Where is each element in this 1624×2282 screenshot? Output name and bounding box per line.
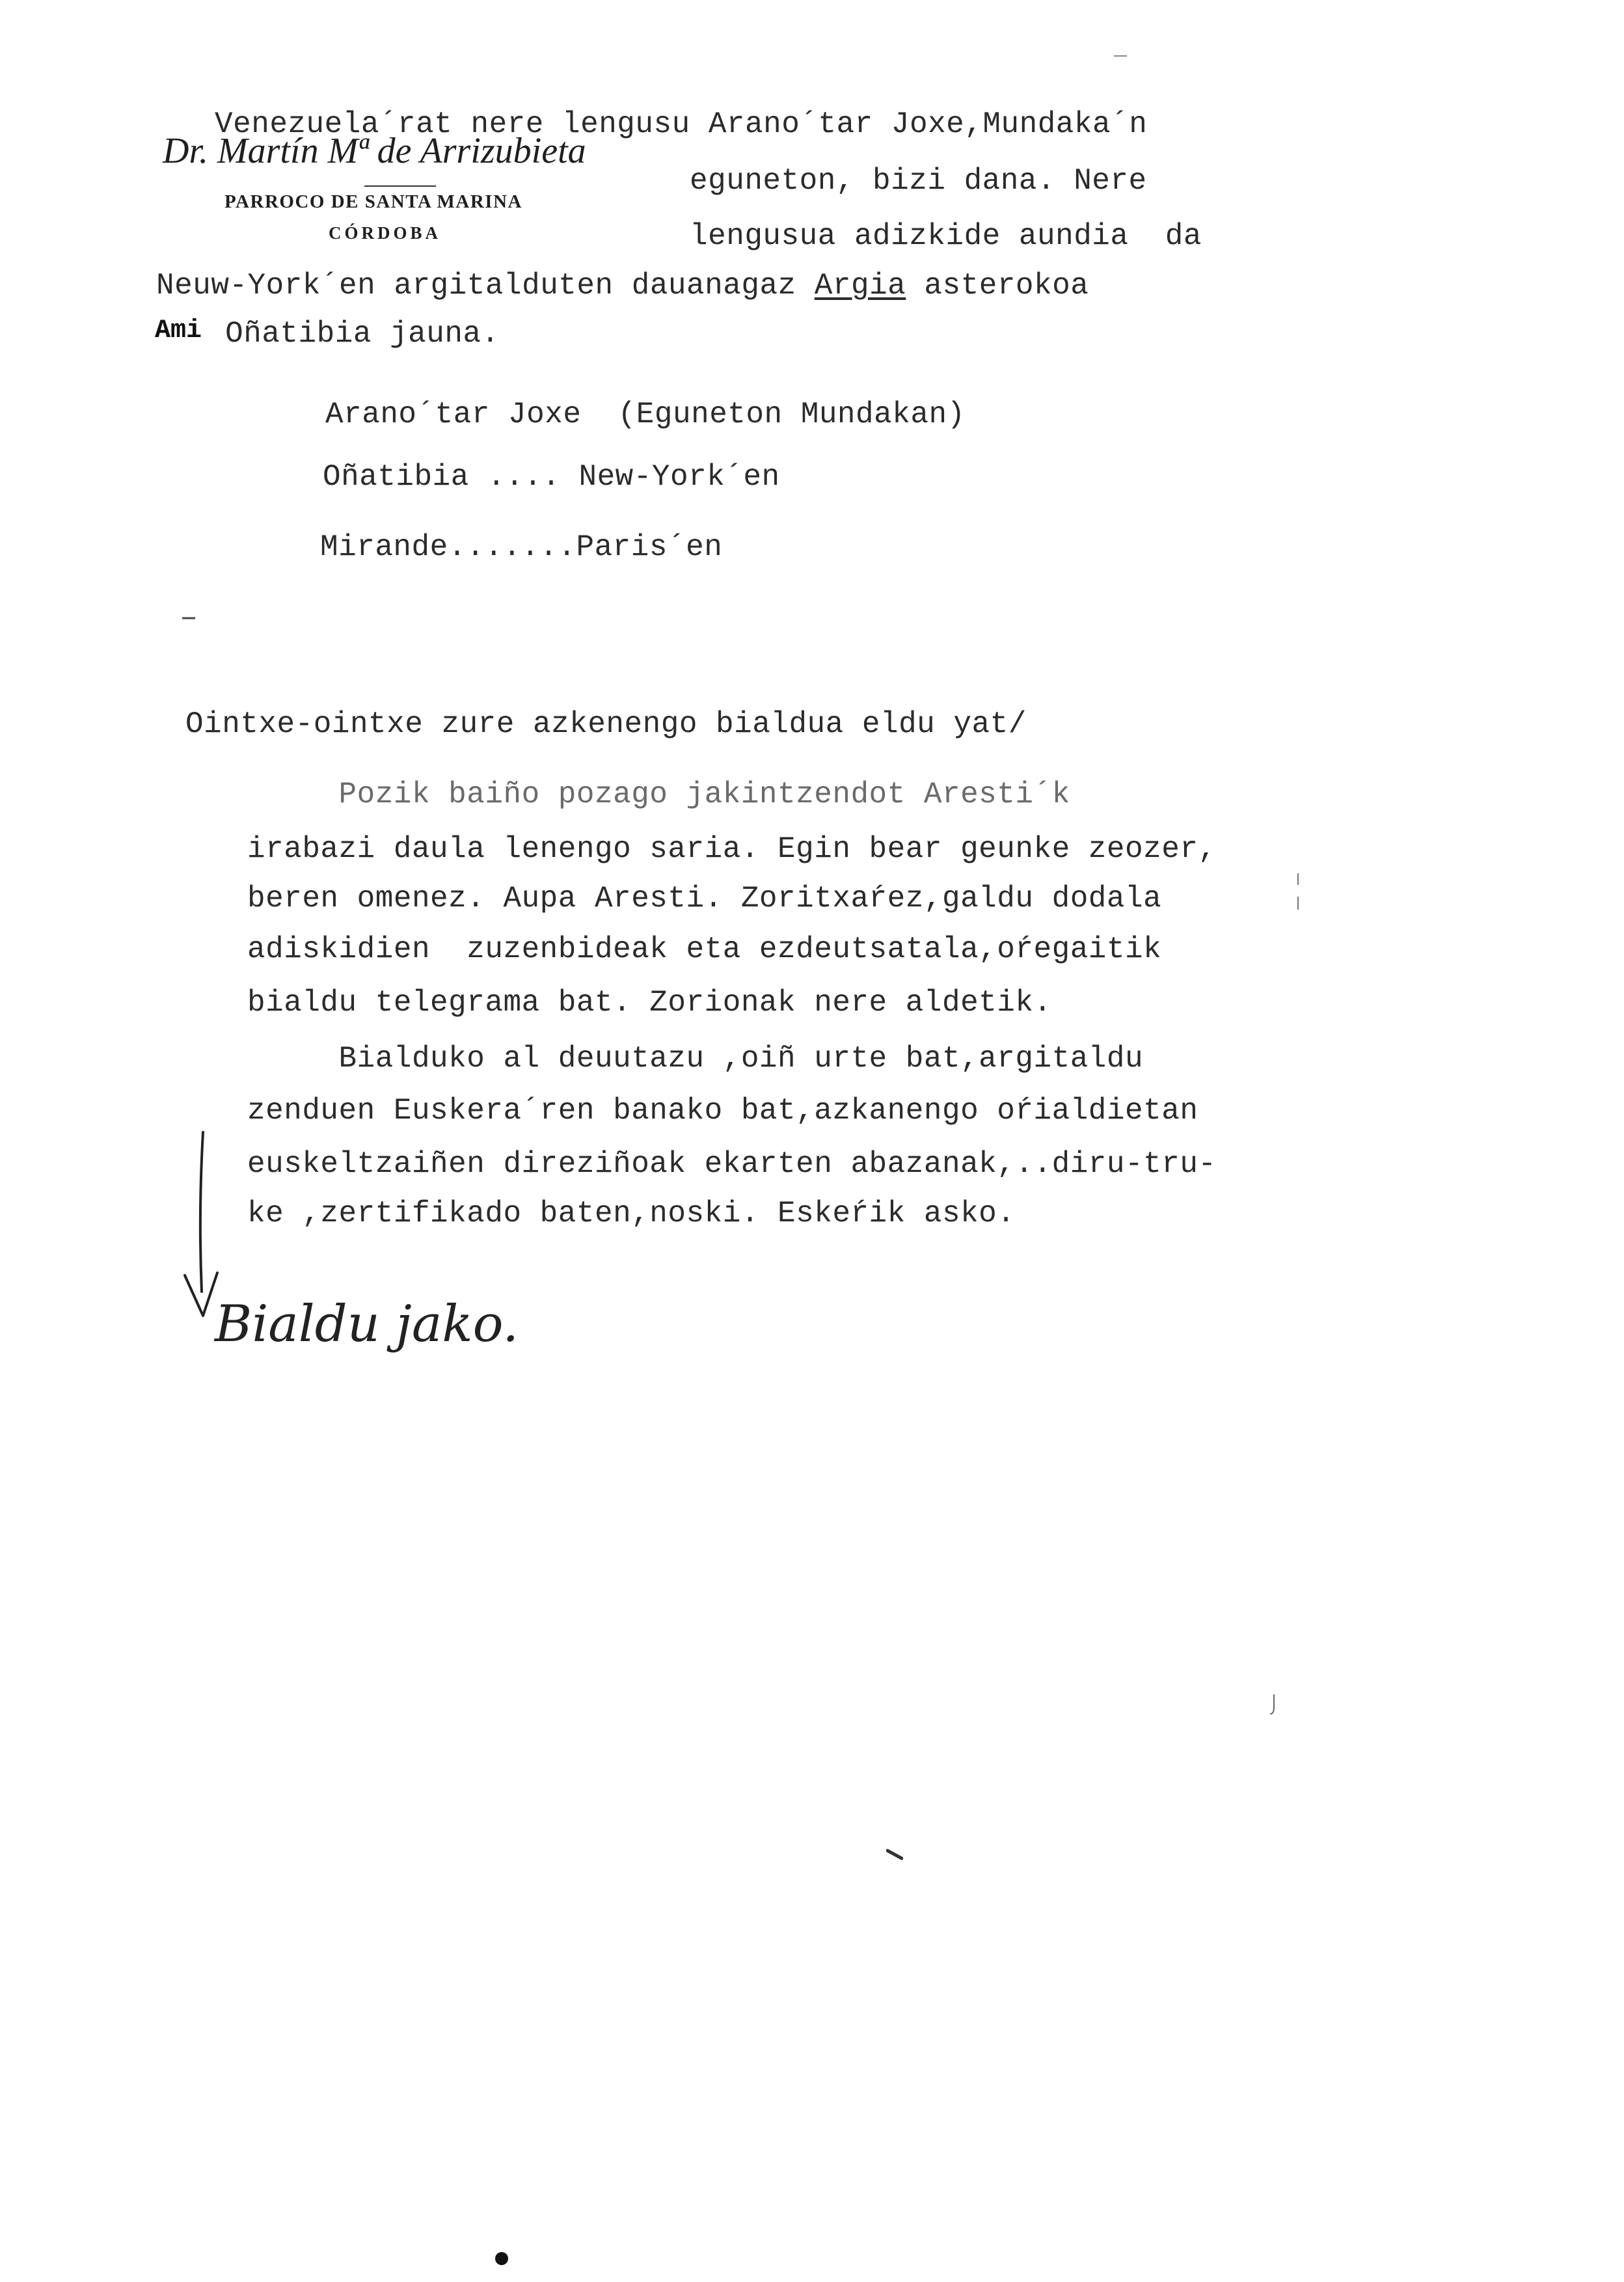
dot-mark [493, 2250, 510, 2267]
address-line: Arano´tar Joxe (Eguneton Mundakan) [325, 398, 966, 431]
struck-out-word: Ami [155, 316, 202, 346]
intro-line-3: lengusua adizkide aundia da [690, 219, 1202, 253]
body-line: Bialduko al deuutazu ,oiñ urte bat,argitaldu [247, 1042, 1144, 1076]
body-line: ke ,zertifikado baten,noski. Eskeŕik asko. [247, 1197, 1016, 1230]
intro-line-4-pre: Neuw-York´en argitalduten dauanagaz [156, 269, 815, 303]
address-line: Oñatibia .... New-York´en [323, 460, 780, 494]
letterhead-city: CÓRDOBA [329, 223, 442, 243]
handwritten-note: Bialdu jako. [215, 1295, 519, 1353]
intro-line-5: Oñatibia jauna. [207, 317, 500, 351]
body-line: euskeltzaiñen direziñoak ekarten abazanak,..diru-tru- [247, 1147, 1217, 1181]
letterhead-divider [364, 185, 436, 187]
body-line: irabazi daula lenengo saria. Egin bear geunke zeozer, [247, 832, 1217, 866]
letterhead-parish: PARROCO DE SANTA MARINA [224, 191, 522, 212]
letter-opening: Ointxe-ointxe zure azkenengo bialdua eldu yat/ [185, 707, 1027, 741]
letterhead-name: Dr. Martín Mª de Arrizubieta [163, 131, 586, 171]
intro-line-4 [156, 271, 1089, 301]
body-line: adiskidien zuzenbideak eta ezdeutsatala,oŕegaitik [247, 932, 1162, 966]
speck-mark [181, 615, 196, 621]
newspaper-name: Argia [814, 269, 906, 303]
body-line: Pozik baiño pozago jakintzendot Aresti´k [247, 778, 1070, 811]
intro-line-1: Venezuela´rat nere lengusu Arano´tar Joxe,Mundaka´n [215, 107, 1148, 141]
intro-line-2: eguneton, bizi dana. Nere [690, 164, 1147, 198]
speck-mark [886, 1848, 903, 1861]
body-line: beren omenez. Aupa Aresti. Zoritxaŕez,galdu dodala [247, 882, 1162, 916]
address-line: Mirande.......Paris´en [320, 530, 723, 564]
speck-mark [1113, 53, 1128, 59]
body-line: zenduen Euskera´ren banako bat,azkanengo oŕialdietan [247, 1094, 1198, 1128]
intro-line-4-post: asterokoa [906, 269, 1089, 303]
margin-mark [1269, 1692, 1278, 1718]
body-line: bialdu telegrama bat. Zorionak nere aldetik. [247, 986, 1052, 1020]
margin-mark [1295, 872, 1301, 911]
